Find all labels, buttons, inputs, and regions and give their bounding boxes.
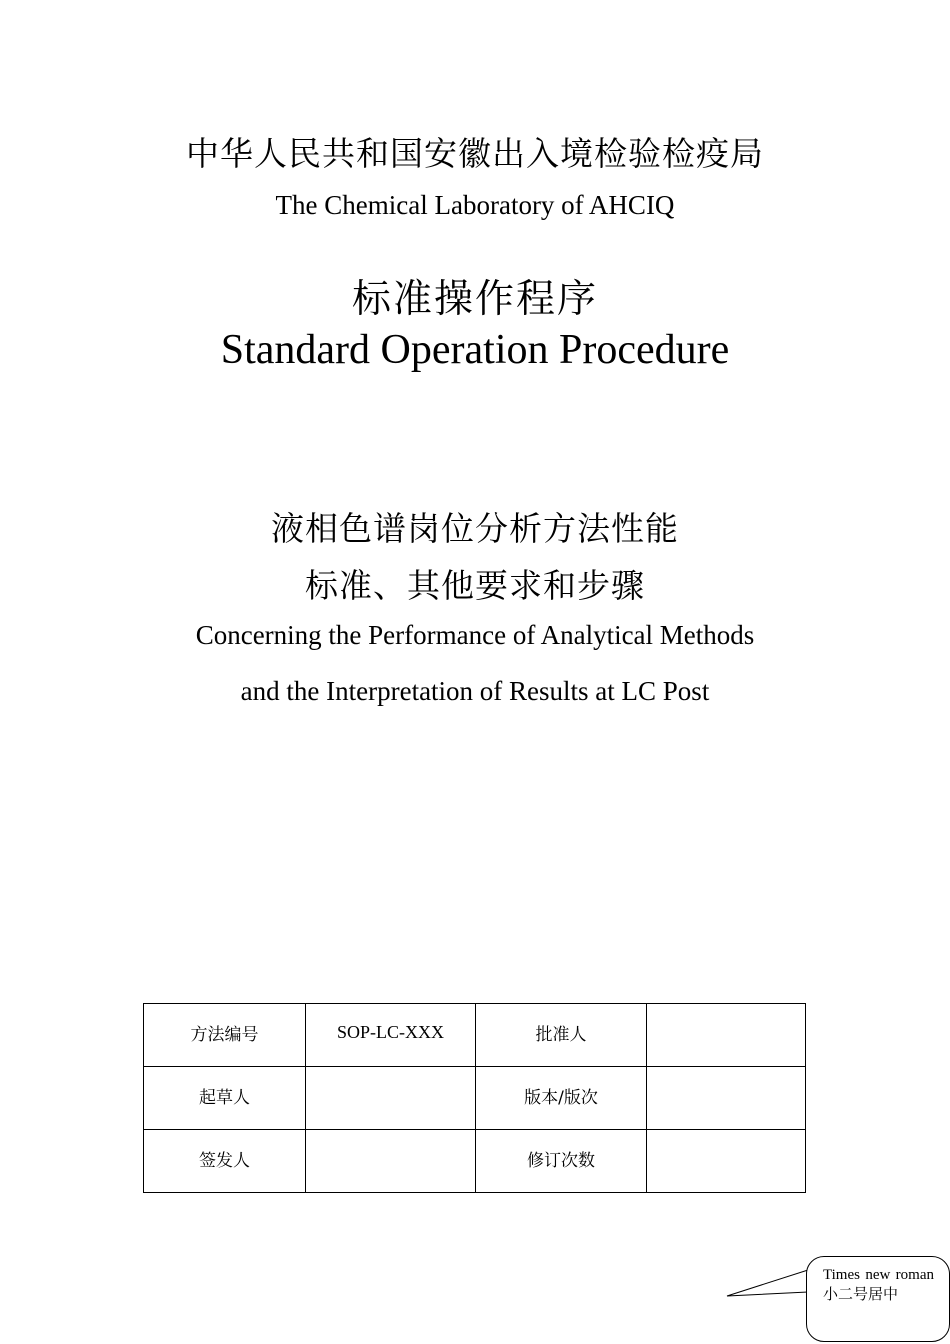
format-note-callout — [806, 1256, 950, 1342]
format-note-text: Times new roman 小二号居中 — [823, 1267, 934, 1303]
document-type-zh: 标准操作程序 — [351, 277, 598, 322]
revision-count-value — [647, 1130, 806, 1193]
document-info-table — [143, 1003, 806, 1193]
drafter-label: 起草人 — [144, 1067, 306, 1130]
table-row — [144, 1130, 806, 1193]
subject-title-zh-line2: 标准、其他要求和步骤 — [305, 566, 645, 605]
issuer-label: 签发人 — [144, 1130, 306, 1193]
subject-title-en-line2: and the Interpretation of Results at LC Post — [240, 676, 710, 706]
issuer-value — [306, 1130, 476, 1193]
approver-label: 批准人 — [476, 1004, 647, 1067]
table-row — [144, 1004, 806, 1067]
organization-name-zh: 中华人民共和国安徽出入境检验检疫局 — [186, 134, 764, 173]
organization-name-en: The Chemical Laboratory of AHCIQ — [275, 190, 675, 220]
drafter-value — [306, 1067, 476, 1130]
revision-count-label: 修订次数 — [476, 1130, 647, 1193]
table-row — [144, 1067, 806, 1130]
approver-value — [647, 1004, 806, 1067]
callout-pointer — [726, 1266, 810, 1300]
document-type-en: Standard Operation Procedure — [220, 327, 730, 373]
method-number-value: SOP-LC-XXX — [306, 1004, 476, 1067]
version-label: 版本/版次 — [476, 1067, 647, 1130]
version-value — [647, 1067, 806, 1130]
subject-title-zh-line1: 液相色谱岗位分析方法性能 — [271, 509, 679, 548]
subject-title-en-line1: Concerning the Performance of Analytical Methods — [195, 620, 755, 650]
method-number-label: 方法编号 — [144, 1004, 306, 1067]
